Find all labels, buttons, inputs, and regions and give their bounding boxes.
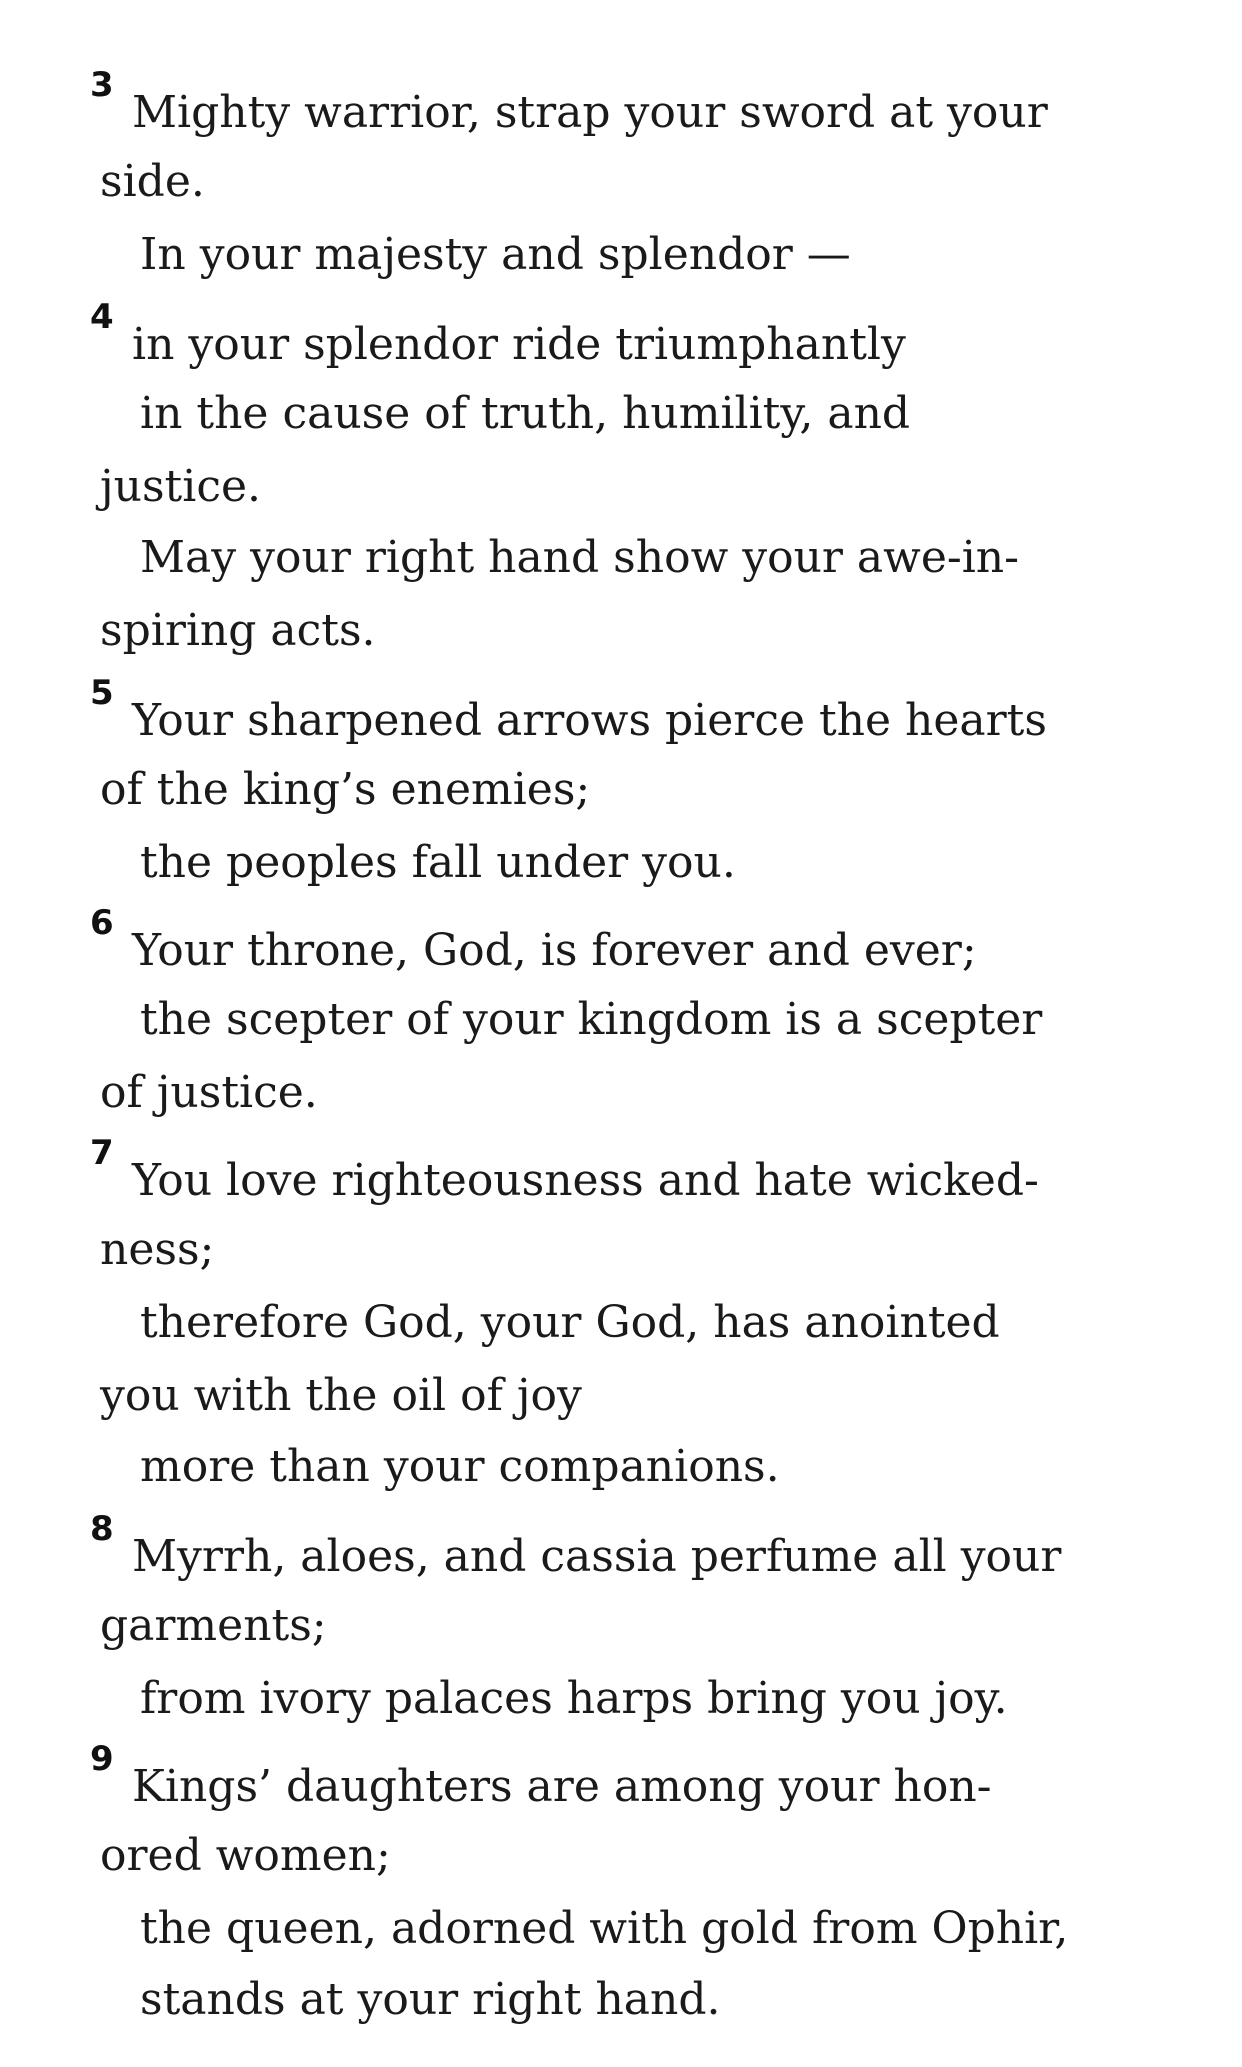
verse-number: 6 [90, 903, 114, 943]
verse-line: May your right hand show your awe-in- [140, 532, 1020, 583]
verse-line: more than your companions. [140, 1441, 780, 1492]
verse-line: Myrrh, aloes, and cassia perfume all your [132, 1531, 1062, 1582]
verse-line: Your throne, God, is forever and ever; [132, 925, 977, 976]
verse-line: therefore God, your God, has anointed [140, 1297, 1000, 1348]
verse-line: Kings’ daughters are among your hon- [132, 1761, 992, 1812]
verse-line: in the cause of truth, humility, and [140, 388, 911, 439]
verse-line: ored women; [100, 1830, 391, 1881]
verse-number: 8 [90, 1509, 114, 1549]
verse-line: from ivory palaces harps bring you joy. [140, 1673, 1008, 1724]
verse-line: Your sharpened arrows pierce the hearts [132, 695, 1047, 746]
verse-line: ness; [100, 1224, 215, 1275]
verse-line: of the king’s enemies; [100, 764, 591, 815]
verse-line: spiring acts. [100, 605, 376, 656]
verse-line: You love righteousness and hate wicked- [132, 1155, 1039, 1206]
verse-number: 3 [90, 65, 114, 105]
verse-number: 7 [90, 1133, 114, 1173]
verse-line: justice. [100, 461, 261, 512]
verse-number: 5 [90, 673, 114, 713]
verse-line: In your majesty and splendor — [140, 229, 851, 280]
verse-line: Mighty warrior, strap your sword at your [132, 87, 1048, 138]
verse-number: 4 [90, 297, 114, 337]
verse-line: you with the oil of joy [100, 1370, 582, 1421]
verse-line: side. [100, 156, 205, 207]
verse-line: garments; [100, 1600, 327, 1651]
verse-line: in your splendor ride triumphantly [132, 319, 906, 370]
verse-line: of justice. [100, 1067, 318, 1118]
verse-number: 9 [90, 1739, 114, 1779]
verse-line: the queen, adorned with gold from Ophir, [140, 1903, 1069, 1954]
verse-line: stands at your right hand. [140, 1974, 721, 2025]
verse-line: the peoples fall under you. [140, 837, 736, 888]
verse-line: the scepter of your kingdom is a scepter [140, 994, 1043, 1045]
